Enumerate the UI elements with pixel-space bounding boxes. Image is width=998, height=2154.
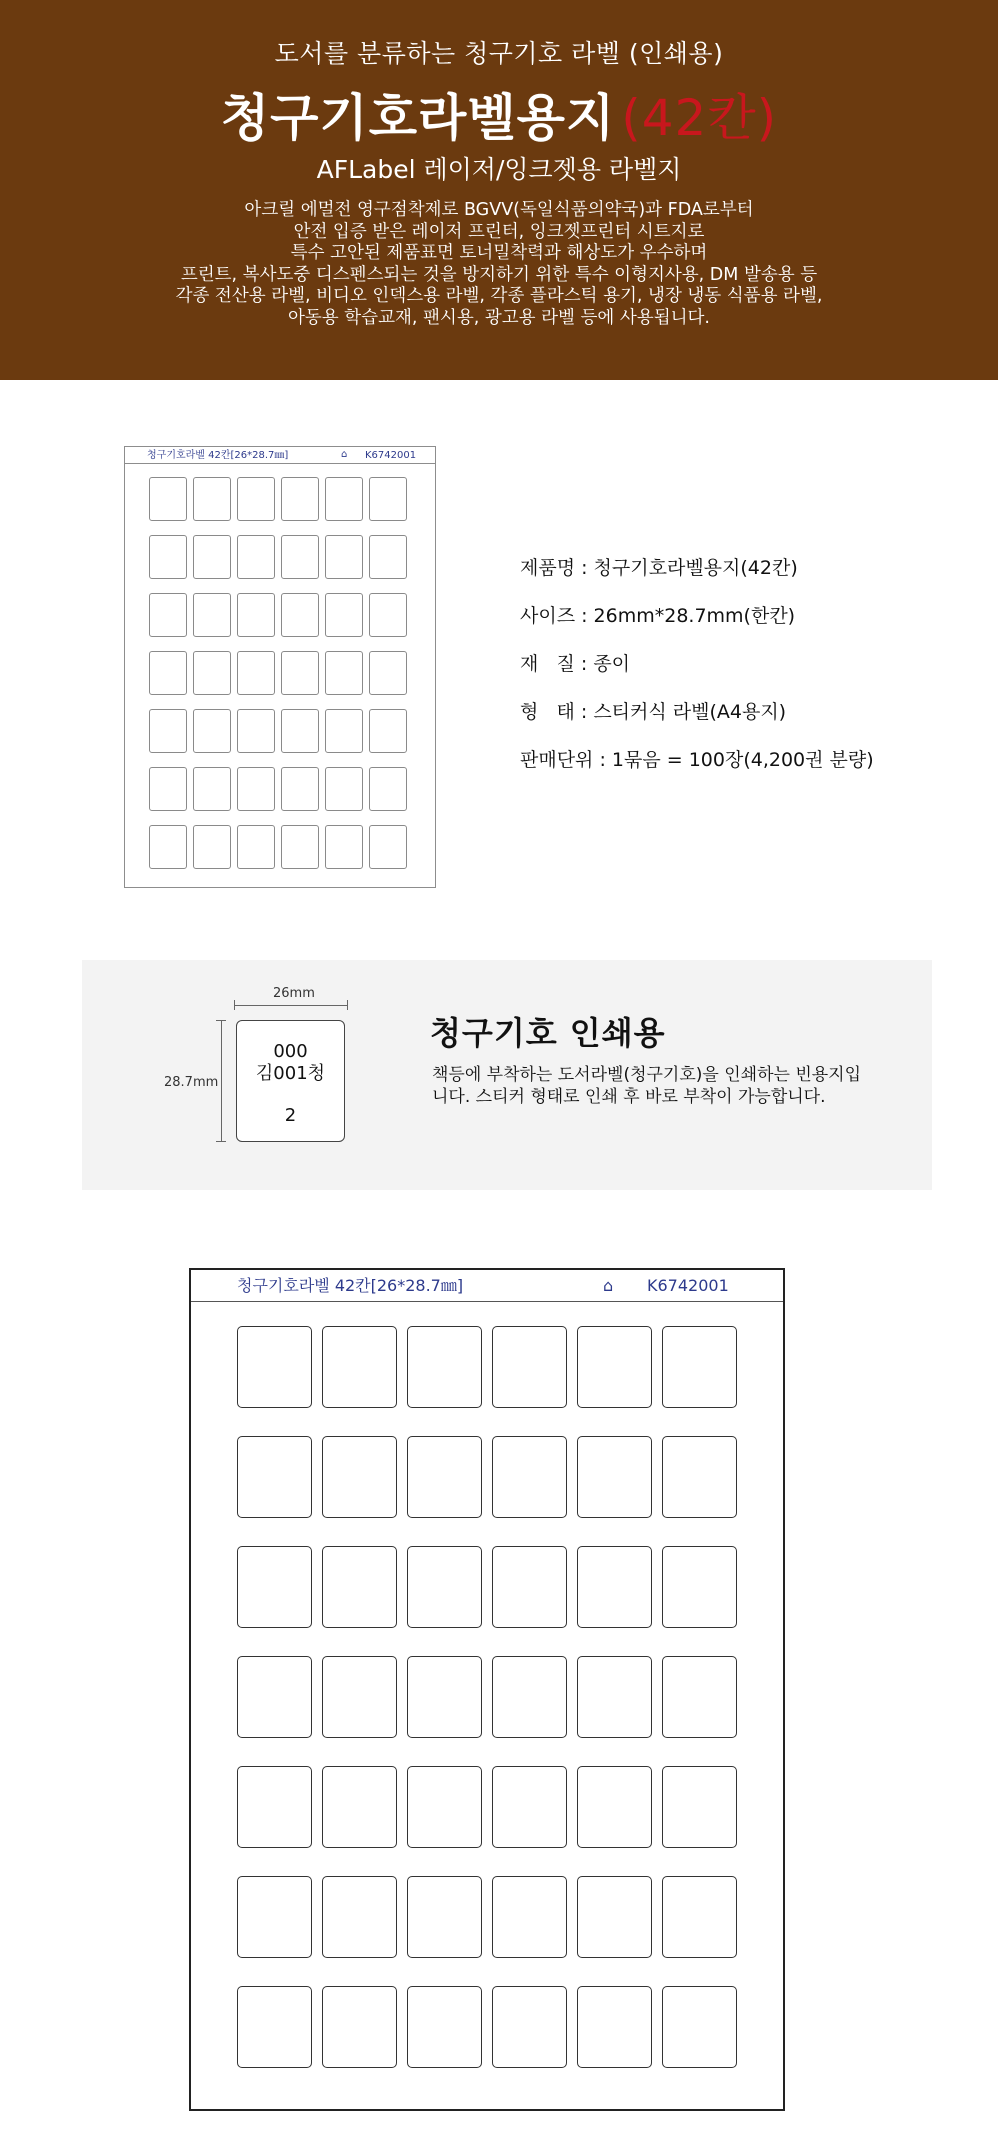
print-description: 책등에 부착하는 도서라벨(청구기호)을 인쇄하는 빈용지입니다. 스티커 형태로 인쇄 후 바로 부착이 가능합니다. [432,1065,862,1107]
label-cell [407,1986,482,2068]
hero-description-line: 각종 전산용 라벨, 비디오 인덱스용 라벨, 각종 플라스틱 용기, 냉장 냉동 식품용 라벨, [175,286,823,306]
label-cell [577,1546,652,1628]
label-cell [325,825,363,869]
hero-title [0,78,998,150]
label-cell [149,593,187,637]
label-cell [193,593,231,637]
label-cell [407,1656,482,1738]
sheet-code: K6742001 [647,1276,729,1295]
label-cell [577,1436,652,1518]
label-cell [193,651,231,695]
label-cell [407,1436,482,1518]
label-cell [237,767,275,811]
label-cell [149,651,187,695]
label-cell [407,1546,482,1628]
label-cell [662,1436,737,1518]
label-cell [325,767,363,811]
label-cell [322,1986,397,2068]
label-cell [369,593,407,637]
product-specs [520,553,980,793]
label-cell [281,651,319,695]
label-cell [281,477,319,521]
label-cell [322,1656,397,1738]
sheet-header [125,447,435,464]
spec-row [520,553,980,601]
spec-value: 청구기호라벨용지(42칸) [593,557,798,579]
hero-brand: AFLabel 레이저/잉크젯용 라벨지 [316,155,682,184]
label-cell [662,1766,737,1848]
label-cell [492,1766,567,1848]
width-dimension-label: 26mm [273,986,315,1001]
spec-key: 재 질 : [520,653,594,675]
sample-label [236,1020,345,1142]
spec-key: 사이즈 : [520,605,594,627]
label-cell [322,1766,397,1848]
label-cell [407,1876,482,1958]
label-cell [149,709,187,753]
label-cell [407,1766,482,1848]
hero-description-line: 특수 고안된 제품표면 토너밀착력과 해상도가 우수하며 [290,243,708,263]
hero-title-main: 청구기호라벨용지 [220,89,616,147]
hero-description-line: 프린트, 복사도중 디스펜스되는 것을 방지하기 위한 특수 이형지사용, DM 발송용 등 [180,264,818,285]
hero-banner [0,0,998,380]
spec-key: 판매단위 : [520,749,612,771]
label-grid [149,477,407,869]
spec-value: 26mm*28.7mm(한칸) [593,605,796,627]
label-cell [577,1986,652,2068]
label-cell [193,709,231,753]
spec-key: 형 태 : [520,701,594,723]
label-cell [492,1326,567,1408]
label-cell [322,1876,397,1958]
label-cell [325,477,363,521]
label-cell [369,709,407,753]
label-cell [149,825,187,869]
label-cell [237,1656,312,1738]
label-cell [325,535,363,579]
hero-description-line: 아동용 학습교재, 팬시용, 광고용 라벨 등에 사용됩니다. [288,307,710,328]
label-cell [662,1656,737,1738]
spec-row [520,601,980,649]
spec-row [520,745,980,793]
label-cell [325,709,363,753]
hero-description-line: 아크릴 에멀전 영구점착제로 BGVV(독일식품의약국)과 FDA로부터 [244,200,754,220]
hero-description [0,200,998,329]
label-cell [281,825,319,869]
label-cell [577,1766,652,1848]
label-cell [325,651,363,695]
label-cell [237,825,275,869]
label-cell [369,767,407,811]
label-cell [193,767,231,811]
label-cell [492,1986,567,2068]
label-cell [281,593,319,637]
label-cell [237,477,275,521]
tree-logo-icon: ⌂ [341,449,348,460]
label-cell [237,1876,312,1958]
label-cell [281,709,319,753]
sheet-header-title: 청구기호라벨 42칸[26*28.7㎜] [147,450,289,461]
label-cell [281,535,319,579]
label-cell [492,1876,567,1958]
spec-value: 1묶음 = 100장(4,200권 분량) [611,749,874,771]
label-cell [193,477,231,521]
label-cell [237,709,275,753]
label-cell [237,651,275,695]
hero-description-line: 안전 입증 받은 레이저 프린터, 잉크젯프린터 시트지로 [293,221,705,242]
label-cell [662,1546,737,1628]
label-cell [577,1656,652,1738]
label-cell [322,1546,397,1628]
label-cell [237,1986,312,2068]
sample-label-line: 2 [284,1105,297,1126]
print-title: 청구기호 인쇄용 [430,1014,666,1052]
label-cell [662,1986,737,2068]
label-sheet-large [189,1268,785,2111]
label-grid [237,1326,737,2068]
sheet-code: K6742001 [365,450,417,461]
label-cell [237,593,275,637]
label-cell [193,535,231,579]
label-cell [369,651,407,695]
label-sheet-preview [124,446,436,888]
label-cell [322,1326,397,1408]
hero-title-accent: (42칸) [621,89,778,147]
label-cell [662,1326,737,1408]
spec-key: 제품명 : [520,557,594,579]
label-cell [492,1436,567,1518]
label-cell [149,767,187,811]
spec-value: 종이 [593,653,631,675]
label-cell [577,1326,652,1408]
label-cell [407,1326,482,1408]
label-cell [149,535,187,579]
hero-subtitle: 도서를 분류하는 청구기호 라벨 (인쇄용) [274,39,724,68]
spec-value: 스티커식 라벨(A4용지) [593,701,787,723]
sample-label-line: 000 [273,1041,308,1062]
label-cell [237,1546,312,1628]
label-cell [193,825,231,869]
label-cell [281,767,319,811]
label-cell [492,1656,567,1738]
sheet-header [191,1270,783,1302]
label-cell [149,477,187,521]
label-cell [237,1326,312,1408]
label-cell [369,477,407,521]
width-dimension-line [234,1005,348,1006]
label-cell [237,1436,312,1518]
sample-label-line: 김001청 [255,1063,326,1084]
label-cell [577,1876,652,1958]
label-cell [322,1436,397,1518]
label-cell [492,1546,567,1628]
label-cell [325,593,363,637]
height-dimension-line [221,1020,222,1142]
label-cell [237,535,275,579]
height-dimension-label: 28.7mm [164,1075,219,1090]
sheet-header-title: 청구기호라벨 42칸[26*28.7㎜] [237,1276,464,1295]
spec-row [520,697,980,745]
label-cell [369,825,407,869]
label-cell [662,1876,737,1958]
label-cell [237,1766,312,1848]
spec-row [520,649,980,697]
tree-logo-icon: ⌂ [603,1276,614,1295]
label-cell [369,535,407,579]
